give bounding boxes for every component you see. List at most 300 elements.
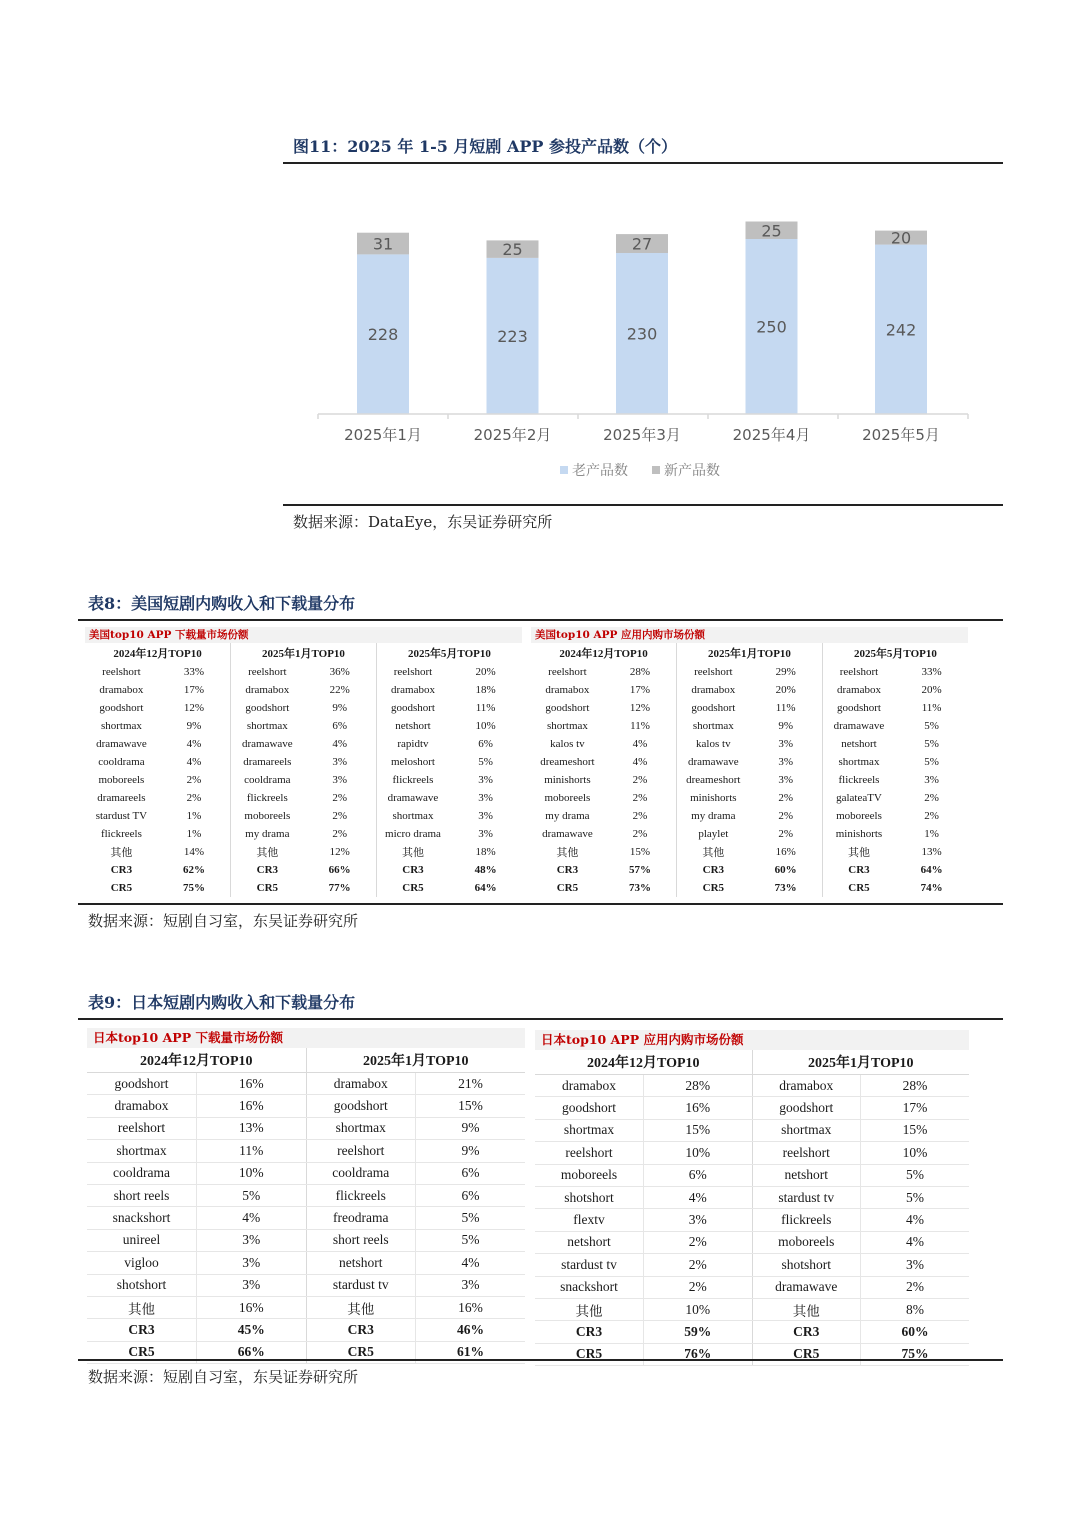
app-name-cell: shortmax xyxy=(692,720,734,732)
share-cell: 12% xyxy=(303,843,376,861)
table-9-source: 数据来源：短剧自习室，东吴证券研究所 xyxy=(88,1368,359,1386)
share-cell: 3% xyxy=(478,774,493,786)
app-name-cell: shortmax xyxy=(838,756,880,768)
app-name-cell: CR3 xyxy=(702,864,725,876)
app-name-cell: short reels xyxy=(306,1229,416,1251)
share-cell: 2% xyxy=(158,789,231,807)
app-name-cell: meloshort xyxy=(390,756,435,768)
share-cell: 2% xyxy=(749,807,822,825)
table-row xyxy=(531,807,968,825)
app-name-cell: unireel xyxy=(87,1229,197,1251)
app-name-cell: CR3 xyxy=(110,864,133,876)
share-cell: 20% xyxy=(749,681,822,699)
table-row xyxy=(87,1162,525,1184)
column-header: 2024年12月TOP10 xyxy=(531,643,677,663)
share-cell: 11% xyxy=(749,699,822,717)
share-cell: 15% xyxy=(416,1095,526,1117)
app-name-cell: galateaTV xyxy=(836,792,882,804)
share-cell: 2% xyxy=(644,1276,753,1298)
app-name-cell: dramabox xyxy=(752,1075,861,1097)
share-cell: 6% xyxy=(478,738,493,750)
share-cell: 76% xyxy=(644,1343,753,1365)
app-name-cell: cooldrama xyxy=(306,1162,416,1184)
share-cell: 5% xyxy=(924,720,939,732)
share-cell: 11% xyxy=(604,717,677,735)
share-cell: 3% xyxy=(861,1254,970,1276)
app-name-cell: kalos tv xyxy=(696,738,731,750)
table-row xyxy=(535,1186,969,1208)
table-row xyxy=(535,1209,969,1231)
share-cell: 20% xyxy=(475,666,496,678)
share-cell: 2% xyxy=(158,771,231,789)
app-name-cell: dramabox xyxy=(390,684,435,696)
share-cell: 73% xyxy=(604,879,677,897)
share-cell: 13% xyxy=(197,1117,307,1139)
share-cell: 61% xyxy=(416,1341,526,1363)
share-cell: 3% xyxy=(924,774,939,786)
panel-title: 日本top10 APP 应用内购市场份额 xyxy=(535,1030,969,1050)
app-name-cell: dramabox xyxy=(545,684,590,696)
table-row xyxy=(535,1298,969,1320)
share-cell: 9% xyxy=(158,717,231,735)
share-cell: 10% xyxy=(475,720,496,732)
downloads-share-table xyxy=(87,1048,525,1364)
table-row xyxy=(535,1276,969,1298)
app-name-cell: dramareels xyxy=(97,792,146,804)
table-row xyxy=(85,681,522,699)
share-cell: 60% xyxy=(861,1321,970,1343)
table-row xyxy=(87,1184,525,1206)
share-cell: 17% xyxy=(158,681,231,699)
table-row xyxy=(87,1319,525,1341)
share-cell: 64% xyxy=(474,882,497,894)
app-name-cell: my drama xyxy=(545,810,590,822)
app-name-cell: reelshort xyxy=(248,666,287,678)
app-name-cell: dramabox xyxy=(535,1075,644,1097)
app-name-cell: CR5 xyxy=(848,882,870,894)
new-products-data-label: 31 xyxy=(372,234,394,254)
share-cell: 73% xyxy=(749,879,822,897)
app-name-cell: moboreels xyxy=(98,774,145,786)
app-name-cell: reelshort xyxy=(548,666,587,678)
share-cell: 4% xyxy=(861,1209,970,1231)
app-name-cell: vigloo xyxy=(87,1252,197,1274)
app-name-cell: dreameshort xyxy=(686,774,741,786)
share-cell: 6% xyxy=(416,1184,526,1206)
share-cell: 15% xyxy=(861,1119,970,1141)
share-cell: 2% xyxy=(749,825,822,843)
share-cell: 5% xyxy=(861,1164,970,1186)
app-name-cell: reelshort xyxy=(102,666,141,678)
app-name-cell: moboreels xyxy=(244,810,291,822)
table-row xyxy=(85,789,522,807)
app-name-cell: 其他 xyxy=(702,847,725,859)
table-row xyxy=(85,843,522,861)
app-name-cell: cooldrama xyxy=(87,1162,197,1184)
app-name-cell: playlet xyxy=(698,828,729,840)
app-name-cell: goodshort xyxy=(691,702,736,714)
app-name-cell: reelshort xyxy=(839,666,879,678)
share-cell: 3% xyxy=(478,810,493,822)
share-cell: 60% xyxy=(749,861,822,879)
share-cell: 3% xyxy=(478,792,493,804)
table-row xyxy=(87,1140,525,1162)
share-cell: 2% xyxy=(604,825,677,843)
app-name-cell: moboreels xyxy=(836,810,882,822)
figure-11-bottom-rule xyxy=(283,504,1003,506)
share-cell: 22% xyxy=(303,681,376,699)
share-cell: 2% xyxy=(861,1276,970,1298)
table-row xyxy=(85,663,522,681)
x-tick-label: 2025年3月 xyxy=(603,426,681,444)
table-8-source: 数据来源：短剧自习室，东吴证券研究所 xyxy=(88,912,359,930)
share-cell: 28% xyxy=(604,663,677,681)
share-cell: 15% xyxy=(604,843,677,861)
app-name-cell: netshort xyxy=(841,738,877,750)
share-cell: 9% xyxy=(749,717,822,735)
app-name-cell: dramabox xyxy=(87,1095,197,1117)
share-cell: 11% xyxy=(197,1140,307,1162)
app-name-cell: flextv xyxy=(535,1209,644,1231)
share-cell: 5% xyxy=(924,756,939,768)
table-row xyxy=(535,1343,969,1365)
share-cell: 3% xyxy=(749,753,822,771)
share-cell: 29% xyxy=(749,663,822,681)
app-name-cell: CR5 xyxy=(535,1343,644,1365)
share-cell: 12% xyxy=(604,699,677,717)
table-9-bottom-rule xyxy=(78,1359,1003,1361)
table-row xyxy=(85,807,522,825)
share-cell: 5% xyxy=(416,1229,526,1251)
downloads-share-table xyxy=(85,643,522,897)
app-name-cell: reelshort xyxy=(535,1142,644,1164)
app-name-cell: shotshort xyxy=(752,1254,861,1276)
table-row xyxy=(87,1095,525,1117)
share-cell: 4% xyxy=(604,735,677,753)
app-name-cell: 其他 xyxy=(847,847,870,859)
figure-11-chart xyxy=(300,190,990,490)
x-tick-label: 2025年5月 xyxy=(862,426,940,444)
share-cell: 2% xyxy=(749,789,822,807)
x-tick-label: 2025年1月 xyxy=(344,426,422,444)
table-row xyxy=(85,735,522,753)
table-8-top-rule xyxy=(78,619,1003,621)
share-cell: 75% xyxy=(861,1343,970,1365)
share-cell: 16% xyxy=(197,1095,307,1117)
column-header: 2024年12月TOP10 xyxy=(87,1048,306,1073)
share-cell: 5% xyxy=(416,1207,526,1229)
share-cell: 75% xyxy=(158,879,231,897)
table-row xyxy=(85,861,522,879)
app-name-cell: kalos tv xyxy=(550,738,585,750)
app-name-cell: shortmax xyxy=(535,1119,644,1141)
table-row xyxy=(531,753,968,771)
app-name-cell: 其他 xyxy=(535,1298,644,1320)
app-name-cell: reelshort xyxy=(306,1140,416,1162)
table-row xyxy=(85,879,522,897)
app-name-cell: dramabox xyxy=(691,684,736,696)
app-name-cell: 其他 xyxy=(256,847,279,859)
app-name-cell: shortmax xyxy=(752,1119,861,1141)
app-name-cell: my drama xyxy=(691,810,736,822)
app-name-cell: goodshort xyxy=(545,702,590,714)
share-cell: 3% xyxy=(197,1229,307,1251)
column-header: 2025年1月TOP10 xyxy=(231,643,377,663)
share-cell: 1% xyxy=(924,828,939,840)
table-row xyxy=(535,1254,969,1276)
app-name-cell: snackshort xyxy=(535,1276,644,1298)
app-name-cell: 其他 xyxy=(306,1296,416,1318)
app-name-cell: goodshort xyxy=(390,702,435,714)
share-cell: 5% xyxy=(197,1184,307,1206)
new-products-data-label: 20 xyxy=(890,228,912,248)
app-name-cell: reelshort xyxy=(393,666,433,678)
app-name-cell: dramawave xyxy=(752,1276,861,1298)
share-cell: 3% xyxy=(749,771,822,789)
share-cell: 2% xyxy=(604,789,677,807)
table-row xyxy=(531,681,968,699)
share-cell: 4% xyxy=(197,1207,307,1229)
share-cell: 17% xyxy=(604,681,677,699)
share-cell: 15% xyxy=(644,1119,753,1141)
share-cell: 8% xyxy=(861,1298,970,1320)
table-row xyxy=(85,753,522,771)
column-header: 2025年1月TOP10 xyxy=(677,643,823,663)
old-products-data-label: 228 xyxy=(367,325,399,345)
share-cell: 45% xyxy=(197,1319,307,1341)
share-cell: 2% xyxy=(644,1254,753,1276)
share-cell: 4% xyxy=(416,1252,526,1274)
column-header: 2025年5月TOP10 xyxy=(407,648,491,660)
header-row xyxy=(85,643,522,663)
app-name-cell: dramawave xyxy=(387,792,439,804)
x-tick-label: 2025年4月 xyxy=(732,426,811,444)
share-cell: 3% xyxy=(478,828,493,840)
table-row xyxy=(531,825,968,843)
app-name-cell: stardust tv xyxy=(306,1274,416,1296)
app-name-cell: flickreels xyxy=(752,1209,861,1231)
share-cell: 6% xyxy=(303,717,376,735)
app-name-cell: 其他 xyxy=(110,847,133,859)
old-products-data-label: 250 xyxy=(756,317,787,337)
table-row xyxy=(531,717,968,735)
header-row xyxy=(535,1050,969,1075)
app-name-cell: reelshort xyxy=(694,666,733,678)
share-cell: 10% xyxy=(197,1162,307,1184)
app-name-cell: goodshort xyxy=(752,1097,861,1119)
old-products-data-label: 242 xyxy=(885,320,917,340)
app-name-cell: CR3 xyxy=(256,864,279,876)
app-name-cell: moboreels xyxy=(544,792,591,804)
app-name-cell: dramawave xyxy=(96,738,147,750)
table-row xyxy=(535,1075,969,1097)
share-cell: 1% xyxy=(158,825,231,843)
table-9-caption: 表9：日本短剧内购收入和下载量分布 xyxy=(88,993,356,1012)
share-cell: 3% xyxy=(749,735,822,753)
app-name-cell: netshort xyxy=(535,1231,644,1253)
app-name-cell: CR5 xyxy=(256,882,279,894)
share-cell: 18% xyxy=(475,684,496,696)
new-products-data-label: 25 xyxy=(502,240,523,260)
share-cell: 16% xyxy=(749,843,822,861)
share-cell: 2% xyxy=(303,789,376,807)
share-cell: 2% xyxy=(303,825,376,843)
share-cell: 6% xyxy=(416,1162,526,1184)
column-header: 2025年1月TOP10 xyxy=(306,1048,525,1073)
app-name-cell: 其他 xyxy=(556,847,579,859)
app-name-cell: stardust tv xyxy=(752,1186,861,1208)
app-name-cell: flickreels xyxy=(838,774,880,786)
app-name-cell: dramawave xyxy=(687,756,739,768)
share-cell: 77% xyxy=(303,879,376,897)
app-name-cell: shortmax xyxy=(306,1117,416,1139)
share-cell: 28% xyxy=(861,1075,970,1097)
app-name-cell: CR3 xyxy=(87,1319,197,1341)
share-cell: 33% xyxy=(921,666,942,678)
share-cell: 10% xyxy=(644,1298,753,1320)
app-name-cell: CR5 xyxy=(556,882,579,894)
share-cell: 6% xyxy=(644,1164,753,1186)
app-name-cell: stardust tv xyxy=(535,1254,644,1276)
app-name-cell: goodshort xyxy=(99,702,144,714)
share-cell: 16% xyxy=(644,1097,753,1119)
app-name-cell: 其他 xyxy=(401,847,424,859)
share-cell: 13% xyxy=(921,846,942,858)
share-cell: 28% xyxy=(644,1075,753,1097)
share-cell: 4% xyxy=(303,735,376,753)
share-cell: 2% xyxy=(924,810,939,822)
table-8-caption: 表8：美国短剧内购收入和下载量分布 xyxy=(88,594,356,613)
app-name-cell: CR3 xyxy=(402,864,424,876)
app-name-cell: goodshort xyxy=(836,702,881,714)
table-row xyxy=(531,879,968,897)
column-header: 2024年12月TOP10 xyxy=(85,643,231,663)
share-cell: 48% xyxy=(474,864,497,876)
app-name-cell: CR3 xyxy=(535,1321,644,1343)
table-row xyxy=(535,1119,969,1141)
legend-new-products-label: 新产品数 xyxy=(664,463,720,479)
column-header: 2024年12月TOP10 xyxy=(535,1050,752,1075)
share-cell: 66% xyxy=(197,1341,307,1363)
app-name-cell: flickreels xyxy=(392,774,434,786)
share-cell: 9% xyxy=(416,1140,526,1162)
app-name-cell: micro drama xyxy=(385,828,441,840)
app-name-cell: 其他 xyxy=(752,1298,861,1320)
app-name-cell: CR3 xyxy=(306,1319,416,1341)
app-name-cell: shortmax xyxy=(100,720,142,732)
table-9-panel-downloads xyxy=(87,1028,525,1364)
iap-share-table xyxy=(531,643,968,897)
table-row xyxy=(87,1229,525,1251)
table-row xyxy=(85,699,522,717)
share-cell: 4% xyxy=(158,753,231,771)
table-row xyxy=(87,1117,525,1139)
figure-11-top-rule xyxy=(283,162,1003,164)
app-name-cell: CR3 xyxy=(556,864,579,876)
table-row xyxy=(535,1142,969,1164)
old-products-data-label: 223 xyxy=(497,326,528,346)
app-name-cell: stardust TV xyxy=(95,810,148,822)
share-cell: 5% xyxy=(861,1186,970,1208)
table-row xyxy=(531,771,968,789)
app-name-cell: CR5 xyxy=(752,1343,861,1365)
column-header: 2025年1月TOP10 xyxy=(752,1050,969,1075)
share-cell: 59% xyxy=(644,1321,753,1343)
share-cell: 21% xyxy=(416,1073,526,1095)
table-row xyxy=(531,699,968,717)
share-cell: 3% xyxy=(644,1209,753,1231)
app-name-cell: shortmax xyxy=(546,720,588,732)
table-row xyxy=(535,1164,969,1186)
app-name-cell: goodshort xyxy=(306,1095,416,1117)
app-name-cell: flickreels xyxy=(100,828,142,840)
table-8-panel-downloads xyxy=(85,627,522,897)
app-name-cell: dramareels xyxy=(243,756,292,768)
table-row xyxy=(87,1207,525,1229)
share-cell: 14% xyxy=(158,843,231,861)
table-9-panel-iap xyxy=(535,1030,969,1366)
table-8-panel-iap xyxy=(531,627,968,897)
app-name-cell: short reels xyxy=(87,1184,197,1206)
share-cell: 66% xyxy=(303,861,376,879)
app-name-cell: cooldrama xyxy=(244,774,291,786)
app-name-cell: CR5 xyxy=(306,1341,416,1363)
table-row xyxy=(85,771,522,789)
share-cell: 3% xyxy=(303,771,376,789)
figure-11-source: 数据来源：DataEye，东吴证券研究所 xyxy=(293,513,553,531)
share-cell: 62% xyxy=(158,861,231,879)
app-name-cell: netshort xyxy=(752,1164,861,1186)
app-name-cell: CR3 xyxy=(848,864,870,876)
share-cell: 2% xyxy=(604,771,677,789)
app-name-cell: shortmax xyxy=(392,810,434,822)
legend-old-products-swatch xyxy=(560,466,568,474)
share-cell: 17% xyxy=(861,1097,970,1119)
share-cell: 1% xyxy=(158,807,231,825)
panel-title: 美国top10 APP 下载量市场份额 xyxy=(85,627,522,643)
share-cell: 16% xyxy=(197,1073,307,1095)
app-name-cell: flickreels xyxy=(306,1184,416,1206)
table-row xyxy=(531,735,968,753)
share-cell: 36% xyxy=(303,663,376,681)
table-row xyxy=(87,1073,525,1095)
share-cell: 3% xyxy=(197,1252,307,1274)
app-name-cell: shortmax xyxy=(246,720,288,732)
table-row xyxy=(531,789,968,807)
app-name-cell: netshort xyxy=(306,1252,416,1274)
share-cell: 5% xyxy=(478,756,493,768)
share-cell: 2% xyxy=(303,807,376,825)
app-name-cell: reelshort xyxy=(752,1142,861,1164)
app-name-cell: dramawave xyxy=(833,720,885,732)
share-cell: 9% xyxy=(416,1117,526,1139)
app-name-cell: CR5 xyxy=(702,882,725,894)
share-cell: 46% xyxy=(416,1319,526,1341)
share-cell: 4% xyxy=(861,1231,970,1253)
share-cell: 3% xyxy=(197,1274,307,1296)
legend-new-products-swatch xyxy=(652,466,660,474)
app-name-cell: rapidtv xyxy=(397,738,429,750)
app-name-cell: dramabox xyxy=(245,684,290,696)
app-name-cell: snackshort xyxy=(87,1207,197,1229)
table-row xyxy=(535,1097,969,1119)
app-name-cell: freodrama xyxy=(306,1207,416,1229)
app-name-cell: 其他 xyxy=(87,1296,197,1318)
share-cell: 18% xyxy=(475,846,496,858)
share-cell: 2% xyxy=(644,1231,753,1253)
app-name-cell: CR5 xyxy=(110,882,133,894)
app-name-cell: flickreels xyxy=(246,792,288,804)
